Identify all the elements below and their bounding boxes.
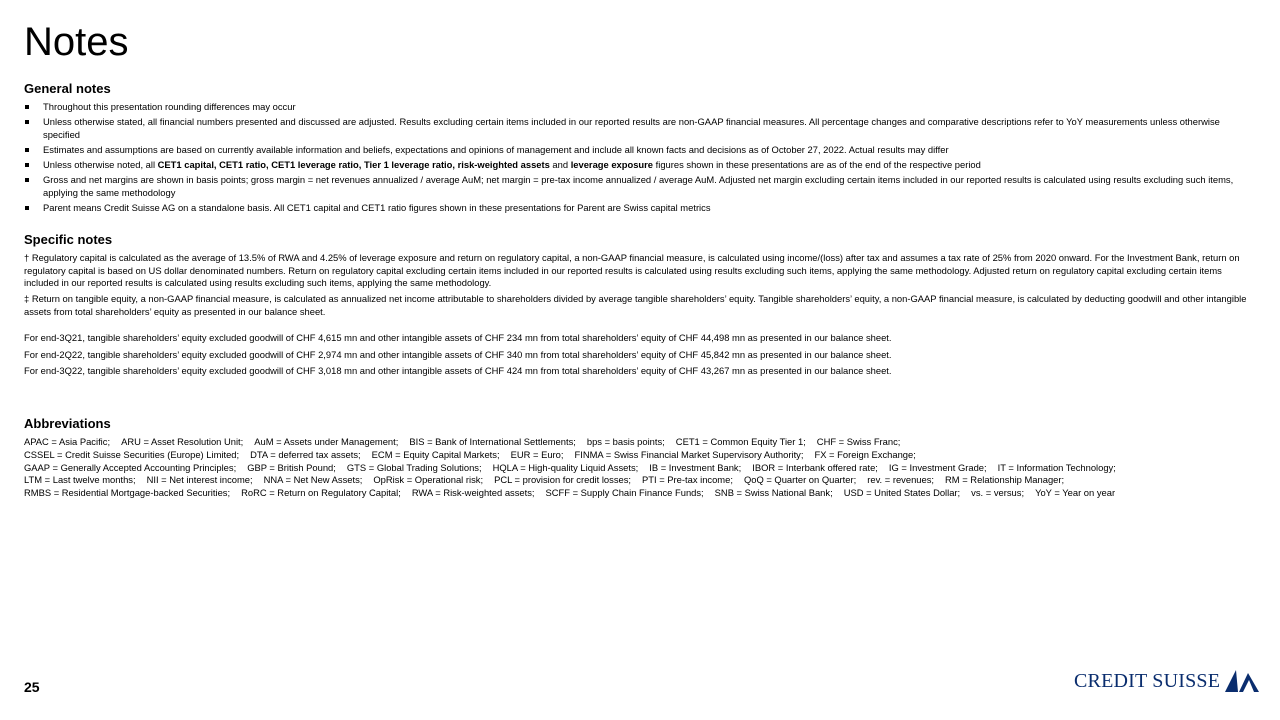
- specific-notes-section: [24, 232, 1256, 381]
- abbreviation-entry: vs. = versus;: [971, 487, 1025, 499]
- general-note-item: [24, 116, 1256, 141]
- abbreviation-entry: PCL = provision for credit losses;: [494, 474, 632, 486]
- abbreviation-entry: OpRisk = Operational risk;: [373, 474, 484, 486]
- abbreviations-section: [24, 416, 1256, 500]
- general-note-text-post: figures shown in these presentations are as of the end of the respective period: [653, 159, 981, 171]
- abbreviation-entry: IT = Information Technology;: [997, 461, 1116, 473]
- abbreviation-entry: NNA = Net New Assets;: [263, 474, 363, 486]
- general-note-item: [24, 101, 1256, 114]
- abbreviation-line: [24, 487, 1256, 500]
- abbreviation-line: [24, 462, 1256, 475]
- abbreviation-line: [24, 449, 1256, 462]
- abbreviation-entry: RMBS = Residential Mortgage-backed Securities;: [24, 487, 231, 499]
- brand-name: CREDIT SUISSE: [1074, 669, 1221, 692]
- abbreviation-entry: YoY = Year on year: [1035, 487, 1116, 499]
- abbreviation-entry: AuM = Assets under Management;: [254, 436, 399, 447]
- abbreviation-entry: ARU = Asset Resolution Unit;: [121, 436, 244, 447]
- general-note-text: Unless otherwise stated, all financial numbers presented and discussed are adjusted. Results excluding certain items included in our reported results are non-GAAP financial measures. All percentage changes and comparative descriptions refer to YoY measurements unless otherwise specified: [43, 116, 1220, 140]
- abbreviation-entry: FX = Foreign Exchange;: [814, 448, 916, 460]
- general-note-text: Gross and net margins are shown in basis points; gross margin = net revenues annualized / average AuM; net margin = pre-tax income annualized / average AuM. Adjusted net margin excluding certain items included in our reported results is calculated using results excluding such items, applying the same methodology: [43, 174, 1234, 198]
- abbreviation-entry: CHF = Swiss Franc;: [816, 436, 901, 447]
- abbreviation-entry: IG = Investment Grade;: [888, 461, 987, 473]
- abbreviation-entry: SNB = Swiss National Bank;: [714, 487, 833, 499]
- general-note-text-pre: Unless otherwise noted, all: [43, 159, 158, 171]
- abbreviation-entry: PTI = Pre-tax income;: [642, 474, 733, 486]
- specific-note-3q22: For end-3Q22, tangible shareholders’ equity excluded goodwill of CHF 3,018 mn and other intangible assets of CHF 424 mn from total shareholders’ equity of CHF 43,267 mn as presented in our balance sheet.: [24, 364, 892, 376]
- sails-icon: [1224, 668, 1260, 694]
- abbreviations-list: [24, 436, 1256, 500]
- general-note-bold-leverage: leverage exposure: [570, 159, 654, 171]
- page-number: 25: [24, 679, 40, 695]
- general-note-item: [24, 174, 1256, 199]
- abbreviation-entry: RWA = Risk-weighted assets;: [411, 487, 535, 499]
- abbreviation-entry: CET1 = Common Equity Tier 1;: [675, 436, 806, 447]
- general-notes-list: [24, 101, 1256, 215]
- abbreviation-entry: QoQ = Quarter on Quarter;: [743, 474, 857, 486]
- abbreviation-entry: DTA = deferred tax assets;: [250, 448, 361, 460]
- specific-note-regulatory-capital: † Regulatory capital is calculated as the average of 13.5% of RWA and 4.25% of leverage exposure and return on regulatory capital, a non-GAAP financial measure, is calculated using income/(loss) after tax and assumes a tax rate of 25% from 2020 onward. For the Investment Bank, return on regulatory capital is based on US dollar denominated numbers. Return on regulatory capital excluding certain items included in our reported results is calculated using results excluding such items, applying the same methodology. Adjusted return on regulatory capital excluding certain items included in our reported results is calculated using results excluding such items, applying the same methodology.: [24, 252, 1240, 289]
- general-note-text: Throughout this presentation rounding differences may occur: [43, 101, 296, 112]
- abbreviation-entry: RoRC = Return on Regulatory Capital;: [241, 487, 401, 499]
- abbreviation-entry: GTS = Global Trading Solutions;: [346, 461, 482, 473]
- abbreviation-entry: LTM = Last twelve months;: [24, 474, 136, 486]
- general-note-item: [24, 144, 1256, 157]
- abbreviation-entry: IBOR = Interbank offered rate;: [752, 461, 878, 473]
- general-notes-section: [24, 81, 1256, 217]
- abbreviation-line: [24, 474, 1256, 487]
- abbreviation-entry: APAC = Asia Pacific;: [24, 436, 111, 447]
- general-note-text: Parent means Credit Suisse AG on a standalone basis. All CET1 capital and CET1 ratio figures shown in these presentations for Parent are Swiss capital metrics: [43, 202, 711, 214]
- general-note-item: [24, 159, 1256, 172]
- general-notes-heading: General notes: [24, 81, 111, 96]
- abbreviation-entry: EUR = Euro;: [510, 448, 564, 460]
- abbreviation-entry: bps = basis points;: [586, 436, 665, 447]
- general-note-item: [24, 202, 1256, 215]
- abbreviation-entry: USD = United States Dollar;: [843, 487, 961, 499]
- abbreviation-entry: IB = Investment Bank;: [649, 461, 742, 473]
- general-note-text-mid: and: [549, 159, 571, 171]
- abbreviation-entry: rev. = revenues;: [867, 474, 935, 486]
- abbreviation-entry: SCFF = Supply Chain Finance Funds;: [545, 487, 704, 499]
- abbreviation-entry: CSSEL = Credit Suisse Securities (Europe) Limited;: [24, 448, 240, 460]
- abbreviations-heading: Abbreviations: [24, 416, 111, 431]
- specific-note-2q22: For end-2Q22, tangible shareholders’ equity excluded goodwill of CHF 2,974 mn and other intangible assets of CHF 340 mn from total shareholders’ equity of CHF 45,842 mn as presented in our balance sheet.: [24, 348, 892, 360]
- general-note-bold-metrics: CET1 capital, CET1 ratio, CET1 leverage ratio, Tier 1 leverage ratio, risk-weighted assets: [157, 159, 550, 171]
- abbreviation-entry: BIS = Bank of International Settlements;: [409, 436, 576, 447]
- abbreviation-entry: RM = Relationship Manager;: [945, 474, 1065, 486]
- abbreviation-entry: NII = Net interest income;: [146, 474, 253, 486]
- abbreviation-entry: GAAP = Generally Accepted Accounting Principles;: [24, 461, 237, 473]
- abbreviation-entry: FINMA = Swiss Financial Market Supervisory Authority;: [574, 448, 804, 460]
- specific-note-tangible-equity: ‡ Return on tangible equity, a non-GAAP financial measure, is calculated as annualized net income attributable to shareholders divided by average tangible shareholders’ equity. Tangible shareholders’ equity, a non-GAAP financial measure, is calculated by deducting goodwill and other intangible assets from total shareholders’ equity as presented in our balance sheet.: [24, 293, 1247, 317]
- abbreviation-entry: HQLA = High-quality Liquid Assets;: [492, 461, 639, 473]
- abbreviation-line: [24, 436, 1256, 449]
- credit-suisse-logo: [1074, 668, 1260, 694]
- specific-note-3q21: For end-3Q21, tangible shareholders’ equity excluded goodwill of CHF 4,615 mn and other intangible assets of CHF 234 mn from total shareholders’ equity of CHF 44,498 mn as presented in our balance sheet.: [24, 332, 892, 344]
- specific-notes-heading: Specific notes: [24, 232, 113, 247]
- abbreviation-entry: GBP = British Pound;: [247, 461, 336, 473]
- abbreviation-entry: ECM = Equity Capital Markets;: [371, 448, 500, 460]
- general-note-text: Estimates and assumptions are based on currently available information and beliefs, expectations and opinions of management and include all known facts and decisions as of October 27, 2022. Actual results may differ: [43, 143, 949, 155]
- page-title: Notes: [24, 20, 129, 64]
